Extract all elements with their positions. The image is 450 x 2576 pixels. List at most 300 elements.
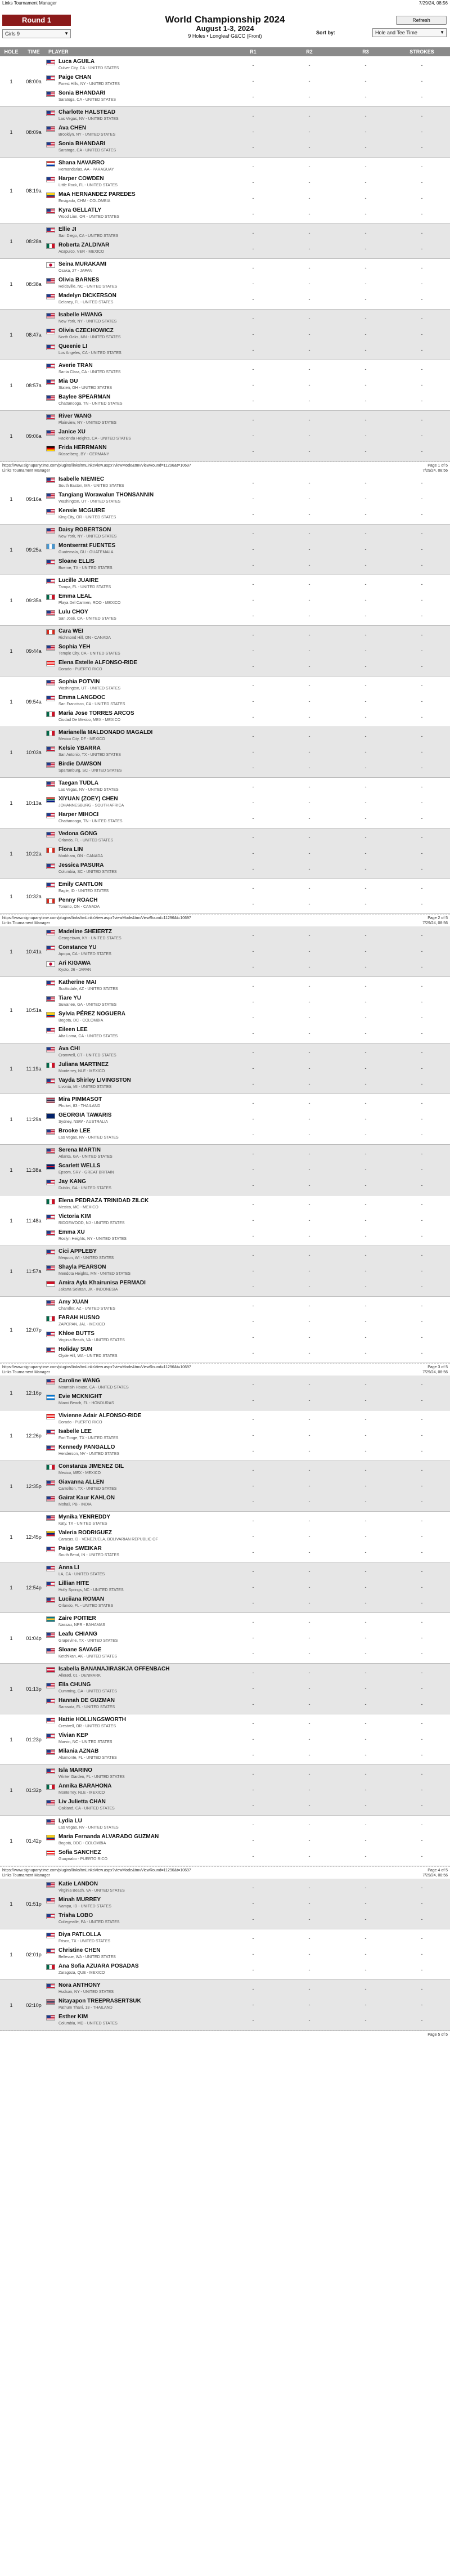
- player-name[interactable]: Elena Estelle ALFONSO-RIDE: [58, 660, 138, 666]
- player-row[interactable]: [45, 1330, 450, 1346]
- player-name[interactable]: Lucille JUAIRE: [58, 577, 99, 584]
- player-name[interactable]: Eileen LEE: [58, 1027, 88, 1033]
- player-location: Washington, UT - UNITED STATES: [58, 500, 121, 504]
- player-name[interactable]: Queenie LI: [58, 343, 88, 350]
- group-tee-time: 10:41a: [26, 948, 42, 955]
- player-row[interactable]: [45, 1494, 450, 1510]
- player-name[interactable]: MaA HERNANDEZ PAREDES: [58, 191, 136, 198]
- player-row[interactable]: [45, 994, 450, 1010]
- score-r1: -: [252, 1901, 254, 1906]
- player-name[interactable]: Ava CHEN: [58, 125, 87, 131]
- player-location: Frisco, TX - UNITED STATES: [58, 1939, 111, 1943]
- player-row[interactable]: [45, 343, 450, 359]
- player-name[interactable]: GEORGIA TAWARIS: [58, 1112, 112, 1118]
- player-name[interactable]: Constanza JIMENEZ GIL: [58, 1463, 124, 1470]
- player-row[interactable]: [45, 694, 450, 710]
- player-name[interactable]: Seina MURAKAMI: [58, 261, 107, 267]
- player-name[interactable]: Maria Jose TORRES ARCOS: [58, 710, 134, 716]
- score-r1: -: [252, 331, 254, 337]
- player-row[interactable]: [45, 491, 450, 507]
- score-r1: -: [252, 698, 254, 704]
- player-name[interactable]: Katherine MAI: [58, 979, 97, 985]
- player-row[interactable]: [45, 1665, 450, 1681]
- player-name[interactable]: Luciiana ROMAN: [58, 1596, 105, 1602]
- player-name[interactable]: Sophia POTVIN: [58, 679, 100, 685]
- player-name[interactable]: Sonia BHANDARI: [58, 141, 106, 147]
- player-name[interactable]: Cici APPLEBY: [58, 1248, 97, 1255]
- player-name[interactable]: Daisy ROBERTSON: [58, 527, 111, 533]
- player-row[interactable]: [45, 362, 450, 378]
- col-strokes[interactable]: STROKES: [410, 49, 434, 55]
- player-name[interactable]: Maria Fernanda ALVARADO GUZMAN: [58, 1834, 159, 1840]
- player-name[interactable]: Jay KANG: [58, 1179, 86, 1185]
- player-name[interactable]: Frida HERRMANN: [58, 445, 107, 451]
- player-name[interactable]: Ella CHUNG: [58, 1682, 91, 1688]
- player-row[interactable]: [45, 760, 450, 776]
- player-row[interactable]: [45, 846, 450, 862]
- player-row[interactable]: [45, 1045, 450, 1061]
- player-row[interactable]: [45, 1178, 450, 1194]
- player-row[interactable]: [45, 643, 450, 659]
- player-name[interactable]: Vayda Shirley LIVINGSTON: [58, 1077, 131, 1083]
- player-row[interactable]: [45, 1896, 450, 1912]
- player-row[interactable]: [45, 1529, 450, 1545]
- player-name[interactable]: Esther KIM: [58, 2014, 88, 2020]
- player-row[interactable]: [45, 1264, 450, 1279]
- player-name[interactable]: River WANG: [58, 413, 92, 419]
- player-row[interactable]: [45, 1748, 450, 1763]
- player-name[interactable]: Zaire POITIER: [58, 1615, 96, 1621]
- score-strokes: -: [421, 1771, 423, 1777]
- round-badge[interactable]: Round 1: [2, 15, 71, 26]
- player-row[interactable]: [45, 526, 450, 542]
- player-name[interactable]: Madelyn DICKERSON: [58, 293, 116, 299]
- player-name[interactable]: Averie TRAN: [58, 362, 93, 369]
- player-name[interactable]: Evie MCKNIGHT: [58, 1394, 102, 1400]
- country-flag-icon: [46, 1265, 55, 1271]
- col-r1[interactable]: R1: [250, 49, 256, 55]
- player-row[interactable]: [45, 1798, 450, 1814]
- player-name[interactable]: Kennedy PANGALLO: [58, 1444, 115, 1450]
- player-row[interactable]: [45, 1982, 450, 1997]
- player-name[interactable]: Emma XU: [58, 1229, 85, 1235]
- player-location: South Bend, IN - UNITED STATES: [58, 1553, 119, 1557]
- score-r2: -: [308, 1081, 310, 1087]
- player-name[interactable]: Giavanna ALLEN: [58, 1479, 104, 1485]
- player-name[interactable]: Penny ROACH: [58, 897, 98, 903]
- player-row[interactable]: [45, 1412, 450, 1428]
- player-row[interactable]: [45, 1010, 450, 1026]
- page-site: Links Tournament Manager: [2, 469, 50, 473]
- player-row[interactable]: [45, 1767, 450, 1782]
- player-name[interactable]: Kelsie YBARRA: [58, 745, 101, 751]
- player-name[interactable]: Harper MIHOCI: [58, 812, 99, 818]
- player-name[interactable]: Annika BARAHONA: [58, 1783, 112, 1789]
- country-flag-icon: [46, 1028, 55, 1033]
- col-hole[interactable]: HOLE: [4, 49, 19, 55]
- score-r3: -: [364, 1050, 367, 1055]
- player-row[interactable]: [45, 1298, 450, 1314]
- player-name[interactable]: Olivia BARNES: [58, 277, 100, 283]
- player-name[interactable]: Ana Sofia AZUARA POSADAS: [58, 1963, 139, 1969]
- player-name[interactable]: Jessica PASURA: [58, 862, 104, 868]
- player-row[interactable]: [45, 2013, 450, 2029]
- player-location: Guatemala, GU - GUATEMALA: [58, 550, 114, 554]
- player-row[interactable]: [45, 1947, 450, 1963]
- country-flag-icon: [46, 364, 55, 369]
- player-row[interactable]: [45, 830, 450, 846]
- player-name[interactable]: Vivian KEP: [58, 1732, 88, 1739]
- player-row[interactable]: [45, 779, 450, 795]
- player-row[interactable]: [45, 1096, 450, 1112]
- player-name[interactable]: Lillian HITE: [58, 1580, 89, 1587]
- player-name[interactable]: Montserrat FUENTES: [58, 543, 116, 549]
- country-flag-icon: [46, 1914, 55, 1919]
- player-name[interactable]: Birdie DAWSON: [58, 761, 102, 767]
- player-row[interactable]: [45, 207, 450, 222]
- player-row[interactable]: [45, 1229, 450, 1244]
- player-name[interactable]: Mia GU: [58, 378, 78, 384]
- page-url: https://www.signupanytime.com/plugins/links/tmLinksView.aspx?viewMode&tmvViewRound=11296&t=10697: [2, 916, 191, 920]
- player-name[interactable]: Isabella BANANAJIRASKJA OFFENBACH: [58, 1666, 170, 1672]
- group-hole: 1: [10, 1901, 13, 1907]
- player-row[interactable]: [45, 710, 450, 725]
- player-name[interactable]: Anna LI: [58, 1565, 79, 1571]
- player-name[interactable]: Sofia SANCHEZ: [58, 1849, 101, 1856]
- player-row[interactable]: [45, 1162, 450, 1178]
- player-name[interactable]: Kyra GELLATLY: [58, 207, 102, 213]
- player-name[interactable]: Madeline SHEIERTZ: [58, 929, 112, 935]
- player-row[interactable]: [45, 1197, 450, 1213]
- player-row[interactable]: [45, 1377, 450, 1393]
- group-tee-time: 12:54p: [26, 1584, 42, 1591]
- player-row[interactable]: [45, 1997, 450, 2013]
- player-row[interactable]: [45, 226, 450, 241]
- player-row[interactable]: [45, 1697, 450, 1713]
- sort-select[interactable]: [372, 28, 447, 37]
- country-flag-icon: [46, 91, 55, 97]
- refresh-button[interactable]: Refresh: [396, 16, 447, 25]
- player-row[interactable]: [45, 928, 450, 944]
- group-tee-time: 12:45p: [26, 1534, 42, 1540]
- col-player[interactable]: PLAYER: [48, 49, 69, 55]
- player-name[interactable]: Marianella MALDONADO MAGALDI: [58, 729, 153, 736]
- player-row[interactable]: [45, 1931, 450, 1947]
- player-name[interactable]: Victoria KIM: [58, 1213, 91, 1220]
- player-name[interactable]: Liv Julietta CHAN: [58, 1799, 106, 1805]
- player-row[interactable]: [45, 678, 450, 694]
- player-name[interactable]: Emily CANTLON: [58, 881, 103, 888]
- player-row[interactable]: [45, 124, 450, 140]
- score-r3: -: [364, 1233, 367, 1239]
- player-row[interactable]: [45, 476, 450, 491]
- player-row[interactable]: [45, 1146, 450, 1162]
- score-r1: -: [252, 933, 254, 938]
- player-row[interactable]: [45, 1346, 450, 1361]
- player-name[interactable]: Milania AZNAB: [58, 1748, 99, 1754]
- player-row[interactable]: [45, 1112, 450, 1127]
- tee-time-group: [0, 1879, 450, 1929]
- player-name[interactable]: FARAH HUSNO: [58, 1315, 100, 1321]
- player-name[interactable]: Shayla PEARSON: [58, 1264, 106, 1270]
- col-time[interactable]: TIME: [28, 49, 40, 55]
- player-row[interactable]: [45, 292, 450, 308]
- player-row[interactable]: [45, 1716, 450, 1732]
- player-row[interactable]: [45, 1314, 450, 1330]
- score-r3: -: [364, 1721, 367, 1726]
- player-row[interactable]: [45, 109, 450, 124]
- player-name[interactable]: Tangiang Worawalun THONSANNIN: [58, 492, 154, 498]
- player-row[interactable]: [45, 1479, 450, 1494]
- player-row[interactable]: [45, 74, 450, 89]
- player-row[interactable]: [45, 1817, 450, 1833]
- player-name[interactable]: Vivienne Adair ALFONSO-RIDE: [58, 1413, 142, 1419]
- player-name[interactable]: Lulu CHOY: [58, 609, 88, 615]
- player-row[interactable]: [45, 897, 450, 912]
- col-r3[interactable]: R3: [362, 49, 369, 55]
- player-name[interactable]: Khloe BUTTS: [58, 1330, 94, 1337]
- score-r2: -: [308, 1936, 310, 1941]
- player-name[interactable]: Lydia LU: [58, 1818, 82, 1824]
- player-row[interactable]: [45, 862, 450, 877]
- player-name[interactable]: Isabelle NIEMIEC: [58, 476, 105, 482]
- player-name[interactable]: Mira PIMMASOT: [58, 1096, 102, 1103]
- player-name[interactable]: Sonia BHANDARI: [58, 90, 106, 96]
- player-row[interactable]: [45, 628, 450, 643]
- score-r1: -: [252, 180, 254, 185]
- score-r1: -: [252, 1534, 254, 1539]
- player-row[interactable]: [45, 241, 450, 257]
- player-row[interactable]: [45, 608, 450, 624]
- player-row[interactable]: [45, 1279, 450, 1295]
- player-row[interactable]: [45, 1248, 450, 1264]
- player-name[interactable]: Minah MURREY: [58, 1897, 101, 1903]
- player-row[interactable]: [45, 1849, 450, 1865]
- player-name[interactable]: Sophia YEH: [58, 644, 91, 650]
- player-row[interactable]: [45, 1646, 450, 1662]
- player-name[interactable]: XIYUAN (ZOEY) CHEN: [58, 796, 118, 802]
- score-r2: -: [308, 1853, 310, 1859]
- player-name[interactable]: Caroline WANG: [58, 1378, 100, 1384]
- score-r1: -: [252, 1822, 254, 1827]
- player-row[interactable]: [45, 393, 450, 409]
- player-row[interactable]: [45, 1393, 450, 1409]
- score-r3: -: [364, 850, 367, 856]
- player-row[interactable]: [45, 745, 450, 760]
- player-name[interactable]: Scarlett WELLS: [58, 1163, 101, 1169]
- player-name[interactable]: Hannah DE GUZMAN: [58, 1697, 115, 1704]
- score-r2: -: [308, 1670, 310, 1675]
- player-name[interactable]: Baylee SPEARMAN: [58, 394, 111, 400]
- player-name[interactable]: Ellie JI: [58, 226, 76, 232]
- player-name[interactable]: Roberta ZALDIVAR: [58, 242, 110, 248]
- player-name[interactable]: Amy XUAN: [58, 1299, 88, 1305]
- player-row[interactable]: [45, 1061, 450, 1077]
- player-row[interactable]: [45, 1428, 450, 1444]
- player-name[interactable]: Charlotte HALSTEAD: [58, 109, 116, 115]
- score-r2: -: [308, 664, 310, 669]
- player-name[interactable]: Paige SWEIKAR: [58, 1545, 102, 1552]
- player-name[interactable]: Gairat Kaur KAHLON: [58, 1495, 115, 1501]
- player-name[interactable]: Luca AGUILA: [58, 59, 95, 65]
- player-name[interactable]: Janice XU: [58, 429, 86, 435]
- player-name[interactable]: Paige CHAN: [58, 74, 92, 80]
- player-name[interactable]: Trisha LOBO: [58, 1912, 93, 1919]
- player-name[interactable]: Brooke LEE: [58, 1128, 91, 1134]
- player-row[interactable]: [45, 881, 450, 897]
- player-row[interactable]: [45, 1213, 450, 1229]
- player-row[interactable]: [45, 1596, 450, 1611]
- player-name[interactable]: Nora ANTHONY: [58, 1982, 101, 1988]
- player-row[interactable]: [45, 1444, 450, 1459]
- score-strokes: -: [421, 480, 423, 486]
- player-name[interactable]: Diya PATLOLLA: [58, 1932, 101, 1938]
- player-row[interactable]: [45, 593, 450, 608]
- player-name[interactable]: Sylvia PÉREZ NOGUERA: [58, 1011, 125, 1017]
- player-name[interactable]: Christine CHEN: [58, 1947, 101, 1954]
- player-row[interactable]: [45, 1630, 450, 1646]
- division-select[interactable]: [2, 29, 71, 38]
- player-row[interactable]: [45, 175, 450, 191]
- player-row[interactable]: [45, 1026, 450, 1042]
- player-row[interactable]: [45, 261, 450, 276]
- score-r2: -: [308, 1736, 310, 1742]
- player-name[interactable]: Tiare YU: [58, 995, 82, 1001]
- player-row[interactable]: [45, 1782, 450, 1798]
- player-name[interactable]: Emma LEAL: [58, 593, 92, 599]
- player-row[interactable]: [45, 1681, 450, 1697]
- player-row[interactable]: [45, 58, 450, 74]
- country-flag-icon: [46, 477, 55, 483]
- player-name[interactable]: Valeria RODRIGUEZ: [58, 1530, 112, 1536]
- player-row[interactable]: [45, 729, 450, 745]
- player-name[interactable]: Mynika YENREDDY: [58, 1514, 111, 1520]
- player-row[interactable]: [45, 1463, 450, 1479]
- player-row[interactable]: [45, 944, 450, 960]
- player-row[interactable]: [45, 507, 450, 523]
- player-name[interactable]: Flora LIN: [58, 846, 83, 853]
- player-name[interactable]: Katie LANDON: [58, 1881, 98, 1887]
- player-name[interactable]: Vedona GONG: [58, 831, 97, 837]
- player-row[interactable]: [45, 1963, 450, 1978]
- player-row[interactable]: [45, 795, 450, 811]
- player-name[interactable]: Hattie HOLLINGSWORTH: [58, 1717, 126, 1723]
- country-flag-icon: [46, 680, 55, 686]
- score-r1: -: [252, 1350, 254, 1356]
- score-r1: -: [252, 562, 254, 568]
- player-row[interactable]: [45, 659, 450, 675]
- player-name[interactable]: Elena PEDRAZA TRINIDAD ZILCK: [58, 1198, 149, 1204]
- player-name[interactable]: Leafu CHIANG: [58, 1631, 97, 1637]
- player-row[interactable]: [45, 979, 450, 994]
- player-row[interactable]: [45, 413, 450, 428]
- player-name[interactable]: Isla MARINO: [58, 1767, 93, 1773]
- score-r1: -: [252, 648, 254, 653]
- player-name[interactable]: Ari KIGAWA: [58, 960, 91, 966]
- page-url: https://www.signupanytime.com/plugins/links/tmLinksView.aspx?viewMode&tmvViewRound=11296&t=10697: [2, 464, 191, 468]
- player-name[interactable]: Nitayapon TREEPRASERTSUK: [58, 1998, 141, 2004]
- player-row[interactable]: [45, 89, 450, 105]
- player-row[interactable]: [45, 159, 450, 175]
- player-name[interactable]: Kensie MCGUIRE: [58, 508, 105, 514]
- player-row[interactable]: [45, 140, 450, 156]
- player-name[interactable]: Holiday SUN: [58, 1346, 93, 1352]
- player-location: Las Vegas, NV - UNITED STATES: [58, 788, 119, 792]
- player-row[interactable]: [45, 811, 450, 827]
- page-break-right: [422, 1868, 448, 1878]
- player-row[interactable]: [45, 1545, 450, 1561]
- player-location: Epsom, SRY - GREAT BRITAIN: [58, 1171, 114, 1175]
- player-name[interactable]: Shana NAVARRO: [58, 160, 105, 166]
- score-r1: -: [252, 1916, 254, 1922]
- player-row[interactable]: [45, 191, 450, 207]
- player-name[interactable]: Emma LANGDOC: [58, 695, 106, 701]
- player-row[interactable]: [45, 960, 450, 975]
- player-name[interactable]: Harper COWDEN: [58, 176, 104, 182]
- player-name[interactable]: Amira Ayla Khairunisa PERMADI: [58, 1280, 146, 1286]
- col-r2[interactable]: R2: [306, 49, 313, 55]
- score-r3: -: [364, 1499, 367, 1504]
- score-r2: -: [308, 835, 310, 840]
- player-row[interactable]: [45, 444, 450, 460]
- player-row[interactable]: [45, 327, 450, 343]
- player-name[interactable]: Sloane SAVAGE: [58, 1647, 102, 1653]
- player-row[interactable]: [45, 276, 450, 292]
- player-name[interactable]: Olivia CZECHOWICZ: [58, 328, 114, 334]
- event-title: World Championship 2024: [165, 14, 285, 25]
- player-row[interactable]: [45, 1732, 450, 1748]
- player-row[interactable]: [45, 1564, 450, 1580]
- score-r1: -: [252, 1432, 254, 1438]
- score-r2: -: [308, 1132, 310, 1137]
- player-location: Chattanooga, TN - UNITED STATES: [58, 819, 123, 823]
- player-name[interactable]: Taegan TUDLA: [58, 780, 98, 786]
- player-name[interactable]: Juliana MARTINEZ: [58, 1061, 109, 1068]
- player-row[interactable]: [45, 577, 450, 593]
- score-r1: -: [252, 816, 254, 821]
- player-row[interactable]: [45, 311, 450, 327]
- player-row[interactable]: [45, 1077, 450, 1092]
- player-location: Dublin, GA - UNITED STATES: [58, 1186, 111, 1190]
- player-name[interactable]: Serena MARTIN: [58, 1147, 101, 1153]
- player-name[interactable]: Isabelle LEE: [58, 1428, 92, 1435]
- player-row[interactable]: [45, 558, 450, 574]
- player-row[interactable]: [45, 1513, 450, 1529]
- player-name[interactable]: Sloane ELLIS: [58, 558, 94, 565]
- group-tee-time: 08:00a: [26, 78, 42, 84]
- player-name[interactable]: Ava CHI: [58, 1046, 80, 1052]
- player-name[interactable]: Cara WEI: [58, 628, 83, 634]
- player-row[interactable]: [45, 1615, 450, 1630]
- player-row[interactable]: [45, 1580, 450, 1596]
- country-flag-icon: [46, 1199, 55, 1204]
- player-row[interactable]: [45, 1127, 450, 1143]
- player-row[interactable]: [45, 1880, 450, 1896]
- player-row[interactable]: [45, 1833, 450, 1849]
- score-strokes: -: [421, 1397, 423, 1403]
- event-dates: August 1-3, 2024: [196, 24, 254, 33]
- player-row[interactable]: [45, 428, 450, 444]
- player-name[interactable]: Isabelle HWANG: [58, 312, 102, 318]
- player-row[interactable]: [45, 542, 450, 558]
- group-tee-time: 08:57a: [26, 382, 42, 388]
- player-name[interactable]: Constance YU: [58, 944, 97, 951]
- country-flag-icon: [46, 930, 55, 935]
- score-strokes: -: [421, 1202, 423, 1207]
- player-row[interactable]: [45, 1912, 450, 1928]
- score-r1: -: [252, 417, 254, 423]
- player-row[interactable]: [45, 378, 450, 393]
